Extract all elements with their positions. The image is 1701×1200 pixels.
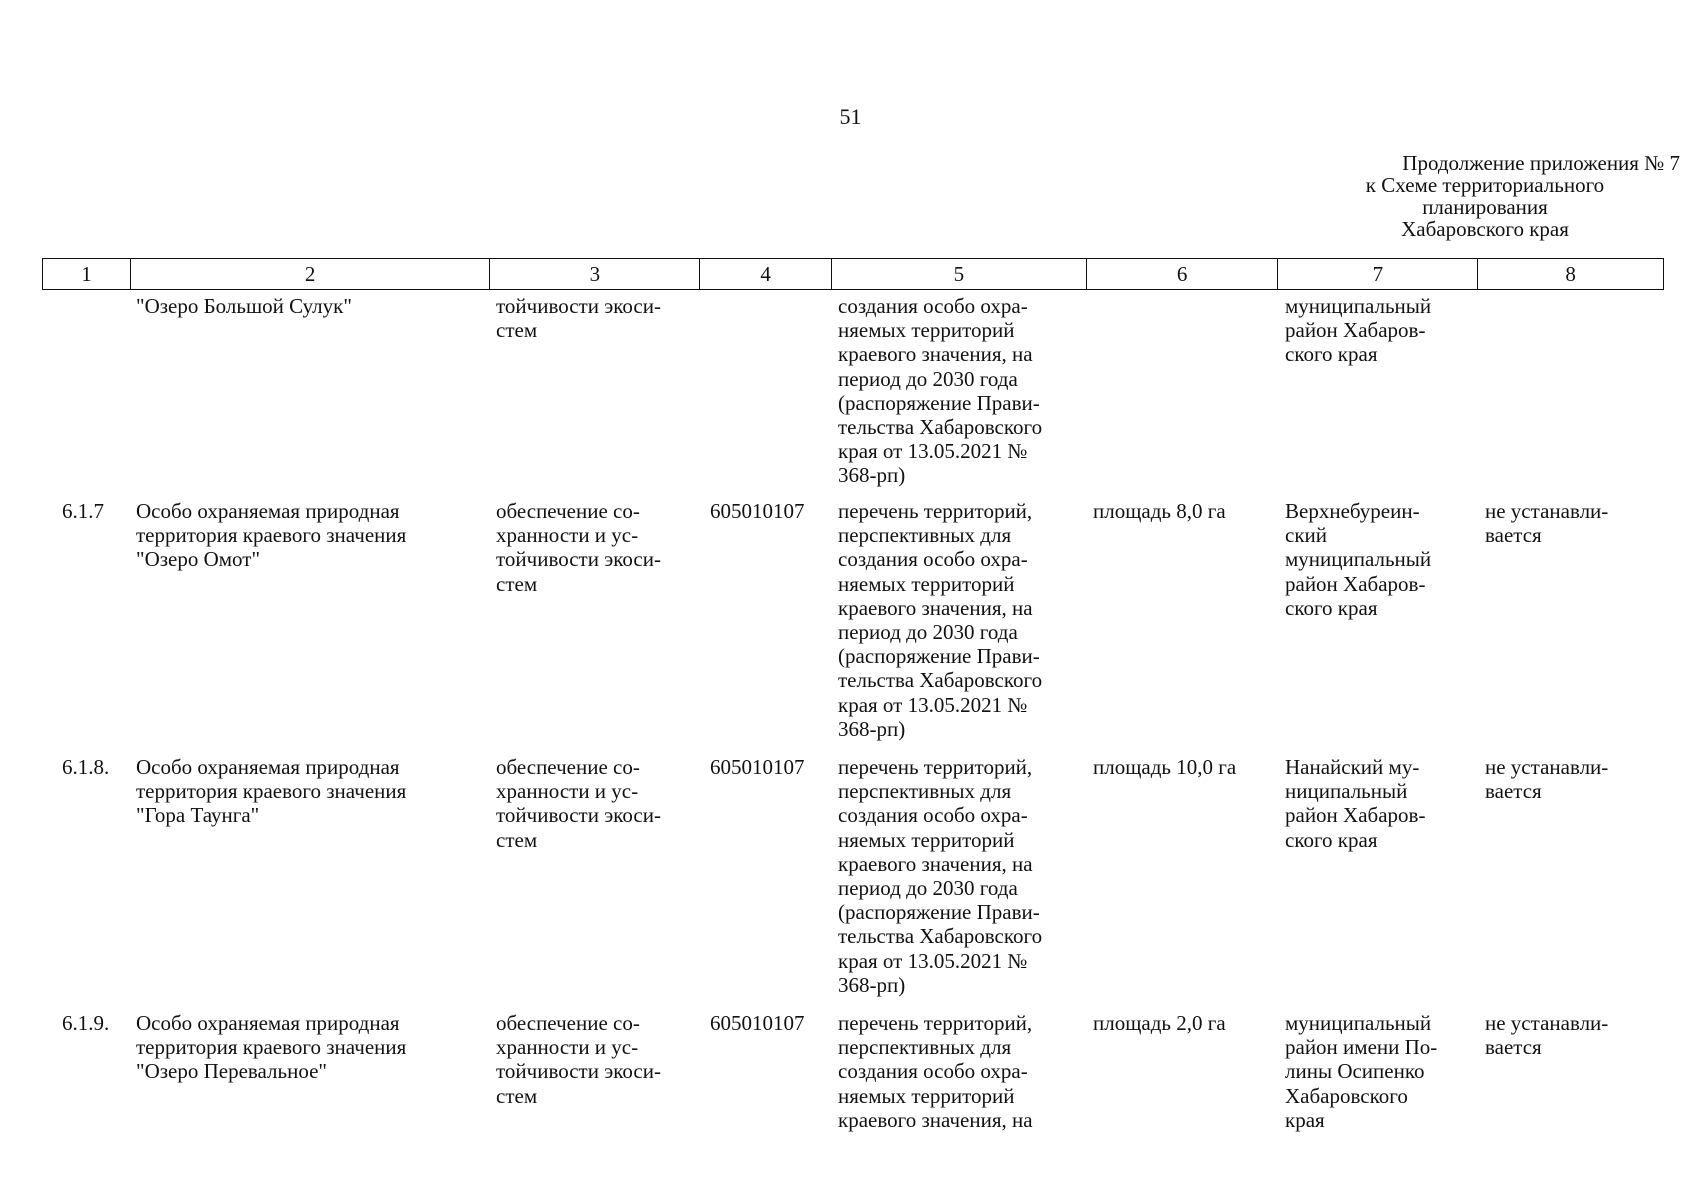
table-body — [42, 294, 1664, 1141]
object-code — [700, 294, 832, 499]
object-zone: не устанавли- вается — [1485, 755, 1609, 804]
object-area — [1087, 294, 1279, 499]
object-basis: перечень территорий, перспективных для создания особо охра- няемых территорий краевого значения, на период до 2030 года (распоряжение Прави- тельства Хабаровского края от 13.05.2021 № 368-рп) — [838, 499, 1043, 741]
table-row — [42, 755, 1664, 1011]
appendix-line-4: Хабаровского края — [1401, 217, 1569, 241]
appendix-caption — [1290, 152, 1680, 240]
object-area: площадь 2,0 га — [1093, 1011, 1226, 1035]
column-header-7: 7 — [1278, 259, 1478, 289]
object-location: Нанайский му- ниципальный район Хабаров- ского края — [1285, 755, 1426, 852]
appendix-line-1: Продолжение приложения № 7 — [1402, 151, 1680, 175]
table-header-row — [42, 258, 1664, 290]
row-number: 6.1.7 — [62, 499, 104, 523]
object-basis: перечень территорий, перспективных для создания особо охра- няемых территорий краевого значения, на период до 2030 года (распоряжение Прави- тельства Хабаровского края от 13.05.2021 № 368-рп) — [838, 755, 1043, 997]
object-zone: не устанавли- вается — [1485, 499, 1609, 548]
column-header-5: 5 — [832, 259, 1087, 289]
object-code: 605010107 — [710, 499, 805, 523]
object-name: Особо охраняемая природная территория краевого значения "Озеро Омот" — [136, 499, 407, 572]
object-location: муниципальный район имени По- лины Осипенко Хабаровского края — [1285, 1011, 1438, 1132]
row-number: 6.1.9. — [62, 1011, 110, 1035]
object-code: 605010107 — [710, 755, 805, 779]
column-header-6: 6 — [1087, 259, 1279, 289]
row-number: 6.1.8. — [62, 755, 110, 779]
object-purpose: обеспечение со- хранности и ус- тойчивости экоси- стем — [496, 755, 661, 852]
object-name: Особо охраняемая природная территория краевого значения "Гора Таунга" — [136, 755, 407, 828]
page-number: 51 — [839, 104, 862, 129]
appendix-line-3: планирования — [1422, 195, 1548, 219]
column-header-8: 8 — [1565, 262, 1576, 286]
object-area: площадь 10,0 га — [1093, 755, 1237, 779]
object-name: "Озеро Большой Сулук" — [136, 294, 352, 318]
object-purpose: обеспечение со- хранности и ус- тойчивости экоси- стем — [496, 1011, 661, 1108]
object-name: Особо охраняемая природная территория краевого значения "Озеро Перевальное" — [136, 1011, 407, 1084]
column-header-2: 2 — [131, 259, 491, 289]
column-header-3: 3 — [490, 259, 700, 289]
table-row — [42, 499, 1664, 755]
object-location: Верхнебуреин- ский муниципальный район Хабаров- ского края — [1285, 499, 1432, 620]
table-row — [42, 294, 1664, 499]
object-zone — [1479, 294, 1664, 499]
column-header-4: 4 — [700, 259, 832, 289]
appendix-line-2: к Схеме территориального — [1365, 173, 1605, 197]
object-area: площадь 8,0 га — [1093, 499, 1226, 523]
object-location: муниципальный район Хабаров- ского края — [1285, 294, 1432, 367]
object-zone: не устанавли- вается — [1485, 1011, 1609, 1060]
object-code: 605010107 — [710, 1011, 805, 1035]
object-basis: создания особо охра- няемых территорий краевого значения, на период до 2030 года (распоряжение Прави- тельства Хабаровского края от 13.05.2021 № 368-рп) — [838, 294, 1043, 488]
object-purpose: обеспечение со- хранности и ус- тойчивости экоси- стем — [496, 499, 661, 596]
row-number — [42, 294, 130, 499]
column-header-1: 1 — [43, 259, 131, 289]
table-row — [42, 1011, 1664, 1141]
object-basis: перечень территорий, перспективных для создания особо охра- няемых территорий краевого значения, на — [838, 1011, 1033, 1132]
object-purpose: тойчивости экоси- стем — [496, 294, 661, 343]
